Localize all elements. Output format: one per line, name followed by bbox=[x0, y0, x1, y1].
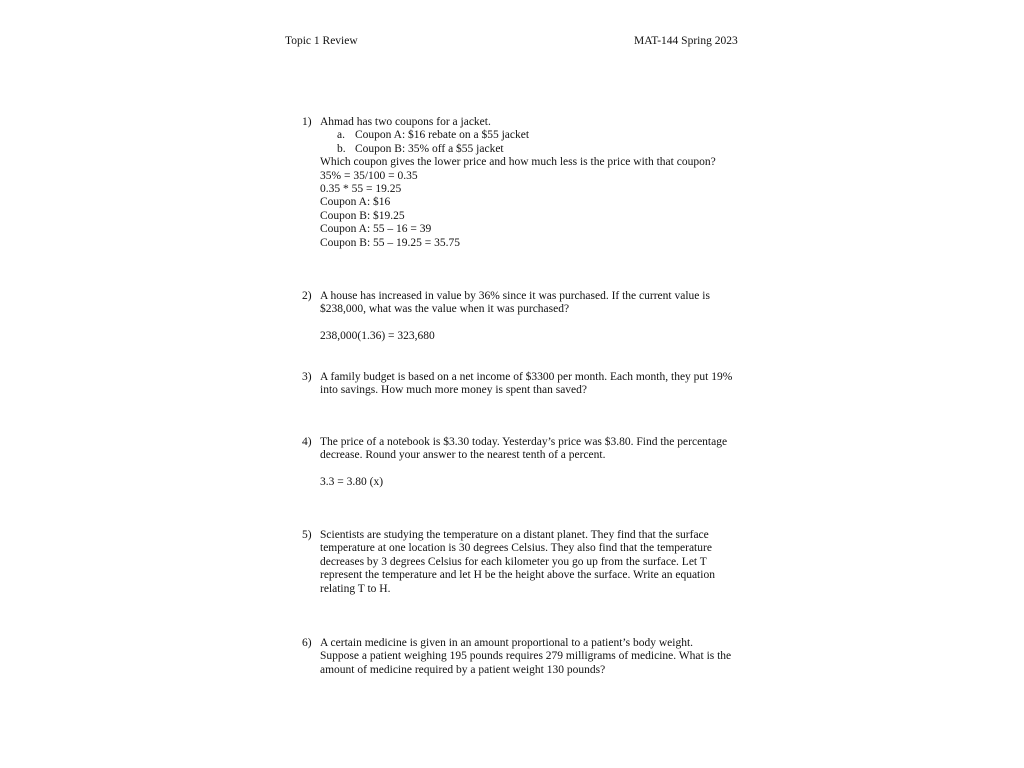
question-4 bbox=[302, 436, 762, 490]
question-6 bbox=[302, 637, 762, 677]
work-line: Coupon A: $16 bbox=[320, 196, 391, 209]
question-2 bbox=[302, 290, 762, 344]
work-line: Coupon B: $19.25 bbox=[320, 209, 405, 222]
question-3 bbox=[302, 371, 762, 398]
subitem-a bbox=[320, 129, 762, 142]
subitem-text: Coupon B: 35% off a $55 jacket bbox=[355, 142, 504, 155]
question-text: A family budget is based on a net income of $3300 per month. Each month, they put 19% bbox=[320, 371, 733, 383]
question-text: decreases by 3 degrees Celsius for each kilometer you go up from the surface. Let T bbox=[320, 555, 707, 568]
question-number: 4) bbox=[302, 436, 312, 448]
question-text: temperature at one location is 30 degrees Celsius. They also find that the temperature bbox=[320, 542, 712, 555]
question-number: 6) bbox=[302, 637, 312, 649]
subitem-label: a. bbox=[337, 129, 345, 142]
work-line: 0.35 * 55 = 19.25 bbox=[320, 183, 402, 196]
question-text: A house has increased in value by 36% since it was purchased. If the current value is bbox=[320, 290, 710, 302]
question-text: decrease. Round your answer to the nearest tenth of a percent. bbox=[320, 449, 606, 462]
question-text: $238,000, what was the value when it was purchased? bbox=[320, 303, 570, 316]
question-number: 2) bbox=[302, 290, 312, 302]
subitem-label: b. bbox=[337, 142, 346, 155]
header-course-term: MAT-144 Spring 2023 bbox=[634, 35, 738, 47]
question-1 bbox=[302, 116, 762, 250]
work-line: Coupon A: 55 – 16 = 39 bbox=[320, 223, 432, 236]
subitem-b bbox=[320, 143, 762, 156]
question-text: amount of medicine required by a patient weight 130 pounds? bbox=[320, 663, 606, 676]
work-line: Coupon B: 55 – 19.25 = 35.75 bbox=[320, 236, 461, 249]
question-text: relating T to H. bbox=[320, 582, 391, 595]
question-text: Suppose a patient weighing 195 pounds requires 279 milligrams of medicine. What is the bbox=[320, 650, 732, 663]
question-number: 5) bbox=[302, 529, 312, 541]
question-text: represent the temperature and let H be the height above the surface. Write an equation bbox=[320, 569, 715, 582]
question-text: Scientists are studying the temperature on a distant planet. They find that the surface bbox=[320, 529, 709, 541]
question-number: 3) bbox=[302, 371, 312, 383]
question-text: into savings. How much more money is spent than saved? bbox=[320, 384, 588, 397]
question-prompt: Which coupon gives the lower price and how much less is the price with that coupon? bbox=[320, 156, 716, 169]
question-5 bbox=[302, 529, 762, 596]
header-left-title: Topic 1 Review bbox=[285, 35, 358, 47]
question-text: Ahmad has two coupons for a jacket. bbox=[320, 116, 491, 128]
work-line: 238,000(1.36) = 323,680 bbox=[320, 330, 435, 343]
work-line: 3.3 = 3.80 (x) bbox=[320, 476, 384, 489]
question-text: The price of a notebook is $3.30 today. Yesterday’s price was $3.80. Find the percentage bbox=[320, 436, 728, 448]
question-number: 1) bbox=[302, 116, 312, 128]
question-text: A certain medicine is given in an amount proportional to a patient’s body weight. bbox=[320, 637, 694, 649]
work-line: 35% = 35/100 = 0.35 bbox=[320, 169, 418, 182]
subitem-text: Coupon A: $16 rebate on a $55 jacket bbox=[355, 129, 530, 142]
